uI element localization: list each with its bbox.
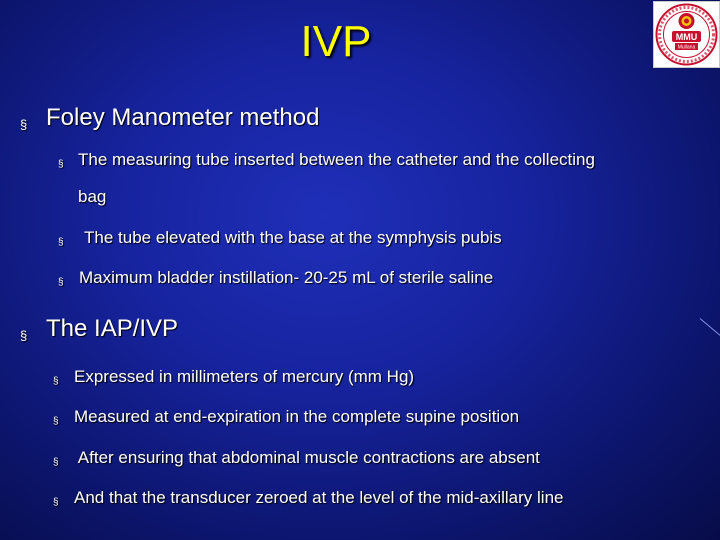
list-item-text: The tube elevated with the base at the symphysis pubis xyxy=(84,228,502,247)
list-item-text: The measuring tube inserted between the catheter and the collecting xyxy=(78,150,595,169)
university-logo xyxy=(653,1,720,68)
bullet-icon: § xyxy=(53,416,59,427)
bullet-icon: § xyxy=(53,457,59,468)
section-heading-text: The IAP/IVP xyxy=(46,315,179,342)
slide-title: IVP xyxy=(300,17,372,66)
bullet-icon: § xyxy=(53,497,59,508)
logo-text: MMU xyxy=(675,32,698,42)
list-item-text: And that the transducer zeroed at the level of the mid-axillary line xyxy=(74,488,564,507)
list-item-text: Expressed in millimeters of mercury (mm Hg) xyxy=(74,367,415,386)
list-item-text: After ensuring that abdominal muscle contractions are absent xyxy=(74,448,540,467)
bullet-icon: § xyxy=(58,159,64,170)
list-item-text: bag xyxy=(78,187,107,206)
bullet-icon: § xyxy=(58,277,64,288)
section-heading-text: Foley Manometer method xyxy=(46,104,320,131)
bullet-icon: § xyxy=(20,328,28,343)
decorative-line xyxy=(700,318,720,341)
list-item-text: Measured at end-expiration in the complete supine position xyxy=(74,407,520,426)
bullet-icon: § xyxy=(58,237,64,248)
logo-subtext: Mullana xyxy=(677,44,696,51)
mmu-university-seal-icon xyxy=(654,2,719,67)
bullet-icon: § xyxy=(53,376,59,387)
list-item-text: Maximum bladder instillation- 20-25 mL of sterile saline xyxy=(79,268,494,287)
bullet-icon: § xyxy=(20,117,28,132)
